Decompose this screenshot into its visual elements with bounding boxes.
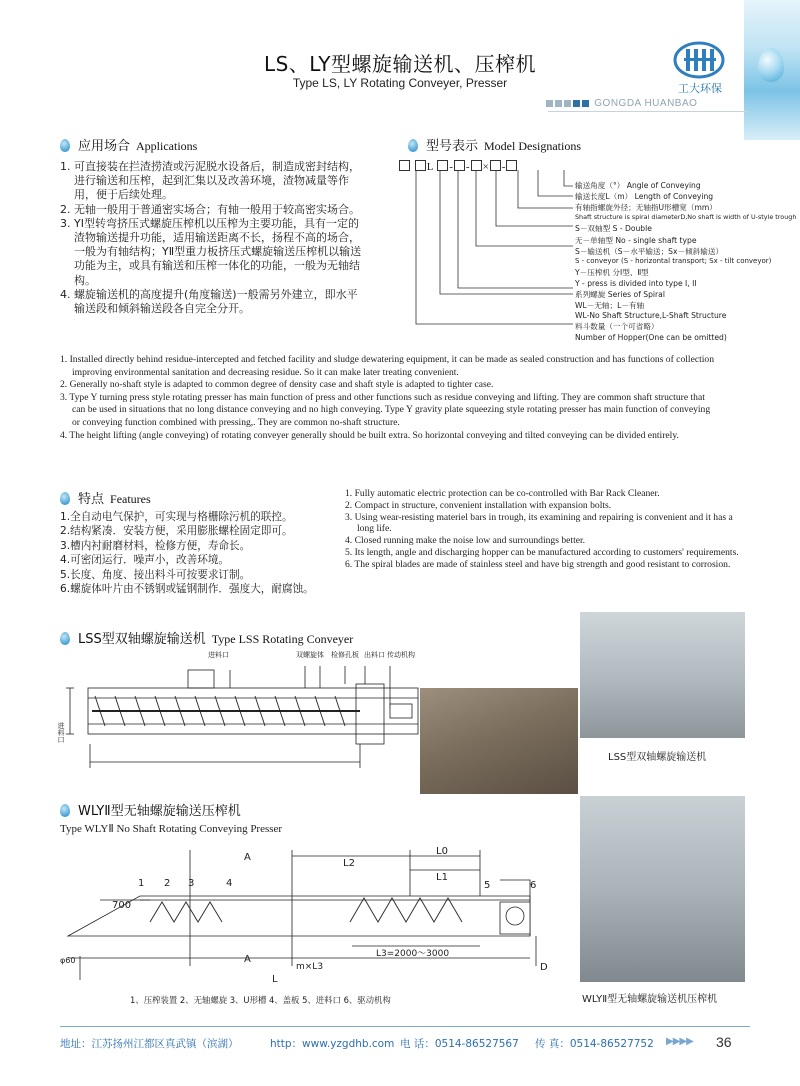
code-separator: -: [501, 161, 506, 173]
header-rule: [548, 111, 748, 112]
wly-title-en: Type WLYⅡ No Shaft Rotating Conveying Presser: [60, 823, 283, 835]
wly-part-number: 3: [188, 878, 195, 889]
brand-bar: [546, 98, 697, 109]
applications-list-en: [60, 354, 720, 442]
list-item: 1. Installed directly behind residue-intercepted and fetched facility and sludge dewatering equipment, it can be made as sealed construction and has functions of collection improving environmental sanitation and decreasing residue. So it can make later treating convenient.: [60, 354, 715, 378]
list-item: 2.结构紧凑．安装方便，采用膨胀螺栓固定即可。: [60, 525, 293, 538]
lss-photo-caption: LSS型双轴螺旋输送机: [608, 752, 707, 763]
list-item: 6.螺旋体叶片由不锈钢或锰钢制作．强度大，耐腐蚀。: [60, 583, 314, 596]
model-label: 输送角度（°） Angle of Conveying: [575, 181, 701, 190]
lss-label: 检修孔板: [331, 651, 359, 659]
company-logo-icon: [672, 40, 726, 80]
model-leader-lines: [398, 170, 578, 342]
model-label: 无－单轴型 No - single shaft type: [575, 236, 697, 245]
wly-dim: L: [272, 974, 278, 985]
list-item: 4. The height lifting (angle conveying) of rotating conveyer generally should be built extra. So horizontal conveying and tilted conveying can be divided entirely.: [60, 429, 679, 441]
wly-dim: φ60: [60, 956, 76, 965]
model-label: 有轴指螺旋外径；无轴指U形槽宽（mm）: [575, 203, 717, 212]
footer-website[interactable]: http：www.yzgdhb.com: [270, 1038, 395, 1050]
list-item: 5. Its length, angle and discharging hopper can be manufactured according to customers' requirements.: [345, 546, 739, 558]
page-subtitle: Type LS, LY Rotating Conveyer, Presser: [292, 76, 508, 90]
page-title: LS、LY型螺旋输送机、压榨机: [263, 52, 537, 76]
applications-title-en: Applications: [136, 139, 198, 153]
list-item: 3. Type Y turning press style rotating presser has main function of press and other functions such as residue conveying and lifting. They are common shaft structure that can be used in situations that no long distance conveying and no high conveying. Type Y gravity plate squeezing style rotating presser has main function of conveying or conveying function combined with pressing,. They are common no-shaft structure.: [60, 391, 711, 428]
model-label: 输送长度L（m） Length of Conveying: [575, 192, 714, 201]
wly-part-number: 6: [530, 880, 537, 891]
chevron-arrows-icon: ▶▶▶▶: [666, 1036, 693, 1047]
features-title-cn: 特点: [78, 492, 105, 507]
lss-label: 出料口: [364, 651, 385, 659]
drop-bullet-icon: [60, 804, 70, 817]
model-label: 料斗数量（一个可省略）: [575, 322, 659, 331]
wly-dim: L2: [343, 858, 355, 869]
code-separator: -: [465, 161, 470, 173]
model-label: S - conveyor (S - horizontal transport; Sx - tilt conveyor): [575, 257, 772, 265]
wly-legend: 1、压榨装置 2、无轴螺旋 3、U形槽 4、盖板 5、进料口 6、驱动机构: [130, 995, 391, 1005]
list-item: 3.槽内衬耐磨材料，检修方便，寿命长。: [60, 539, 251, 552]
lss-drawing: [60, 648, 420, 788]
wly-dim: L1: [436, 872, 448, 883]
model-title-en: Model Designations: [484, 139, 582, 153]
lss-label: 传动机构: [387, 651, 415, 659]
wly-dim: m×L3: [296, 962, 324, 972]
wly-part-number: 2: [164, 878, 171, 889]
list-item: 4. Closed running make the noise low and surroundings better.: [345, 535, 586, 547]
lss-label: 双螺旋体: [296, 651, 324, 659]
features-heading: [60, 488, 151, 507]
footer-phone: 电 话：0514-86527567: [400, 1038, 519, 1050]
brand-name: GONGDA HUANBAO: [594, 98, 698, 109]
list-item: 3. YⅠ型转弯挤压式螺旋压榨机以压榨为主要功能，具有一定的渣物输送提升功能，适用输送距离不长，扬程不高的场合，一般为有轴结构；YⅡ型重力板挤压式螺旋输送压榨机以输送功能为主，或具有输送和压榨一体化的功能，一般为无轴结构。: [60, 216, 362, 287]
model-label: Y - press is divided into type I, II: [575, 279, 697, 288]
wly-photo-caption: WLYⅡ型无轴螺旋输送机压榨机: [582, 994, 718, 1005]
lss-title-cn: LSS型双轴螺旋输送机: [78, 632, 206, 647]
lss-photo-machine: [580, 612, 745, 738]
wly-part-number: 4: [226, 878, 233, 889]
footer-rule: [60, 1026, 750, 1027]
wly-part-number: 1: [138, 878, 145, 889]
logo-text: 工大环保: [678, 82, 722, 95]
applications-title-cn: 应用场合: [78, 139, 131, 154]
applications-heading: [60, 135, 197, 154]
wly-dim: 700: [112, 900, 132, 911]
model-label: WL－无轴；L－有轴: [575, 301, 645, 310]
features-list-en: [345, 488, 745, 571]
lss-title-en: Type LSS Rotating Conveyer: [211, 632, 354, 646]
code-letter: L: [426, 161, 434, 173]
list-item: 4.可密闭运行．噪声小，改善环境。: [60, 554, 230, 567]
list-item: 4. 螺旋输送机的高度提升(角度输送)一般需另外建立，即水平输送段和倾斜输送段各自完全分开。: [60, 287, 358, 316]
wly-part-number: 5: [484, 880, 491, 891]
model-label: Y－压榨机 分Ⅰ型、Ⅱ型: [575, 268, 649, 277]
list-item: 1. 可直接装在拦渣捞渣或污泥脱水设备后，制造成密封结构，进行输送和压榨，起到汇集以及改善环境，渣物减量等作用，便于后续处理。: [60, 160, 360, 202]
drop-bullet-icon: [60, 632, 70, 645]
features-list-cn: [60, 510, 340, 596]
code-separator: -: [449, 161, 453, 173]
wly-dim: L3=2000～3000: [376, 949, 450, 959]
wly-title-cn: WLYⅡ型无轴螺旋输送压榨机: [78, 804, 241, 819]
model-label: S－双轴型 S - Double: [575, 224, 652, 233]
wly-dim: D: [540, 962, 548, 973]
applications-list-cn: [60, 160, 362, 316]
model-label: Number of Hopper(One can be omitted): [575, 333, 727, 342]
list-item: 1.全自动电气保护，可实现与格栅除污机的联控。: [60, 511, 293, 523]
list-item: 5.长度、角度、接出料斗可按要求订制。: [60, 568, 251, 581]
list-item: 6. The spiral blades are made of stainless steel and have big strength and good resistant to corrosion.: [345, 558, 731, 570]
wly-dim: L0: [436, 846, 448, 857]
model-heading: [408, 135, 581, 154]
code-times: ×: [482, 161, 489, 173]
lss-label: 进料口: [57, 722, 65, 743]
footer-address: 地址：江苏扬州江都区真武镇（滨湖）: [60, 1038, 239, 1050]
list-item: 2. Compact in structure, convenient installation with expansion bolts.: [345, 499, 612, 511]
drop-bullet-icon: [60, 139, 70, 152]
list-item: 1. Fully automatic electric protection can be co-controlled with Bar Rack Cleaner.: [345, 488, 660, 499]
lss-heading: [60, 628, 353, 647]
list-item: 2. Generally no-shaft style is adapted to common degree of density case and shaft style is adapted to tighter case.: [60, 379, 494, 391]
footer-fax: 传 真：0514-86527752: [535, 1038, 654, 1050]
wly-dim: A: [244, 954, 251, 965]
model-label: WL-No Shaft Structure,L-Shaft Structure: [575, 311, 727, 320]
wly-dim: A: [244, 852, 251, 863]
features-title-en: Features: [110, 492, 151, 506]
list-item: 2. 无轴一般用于普通密实场合；有轴一般用于较高密实场合。: [60, 202, 360, 216]
list-item: 3. Using wear-resisting materiel bars in trough, its examining and repairing is convenient and it has a long life.: [345, 511, 733, 535]
lss-photo-trough: [420, 688, 578, 794]
page-number: 36: [716, 1034, 732, 1050]
model-title-cn: 型号表示: [426, 139, 479, 154]
lss-label: 进料口: [208, 651, 229, 659]
drop-bullet-icon: [60, 492, 70, 505]
model-label: S－输送机（S－水平输送；Sx－倾斜输送）: [575, 247, 724, 256]
model-label: Shaft structure is spiral diameterD,No shaft is width of U-style trough: [575, 213, 797, 221]
wly-heading: [60, 800, 241, 819]
drop-bullet-icon: [408, 139, 418, 152]
wly-photo-machine: [580, 796, 745, 982]
model-label: 系列螺旋 Series of Spiral: [575, 290, 665, 299]
